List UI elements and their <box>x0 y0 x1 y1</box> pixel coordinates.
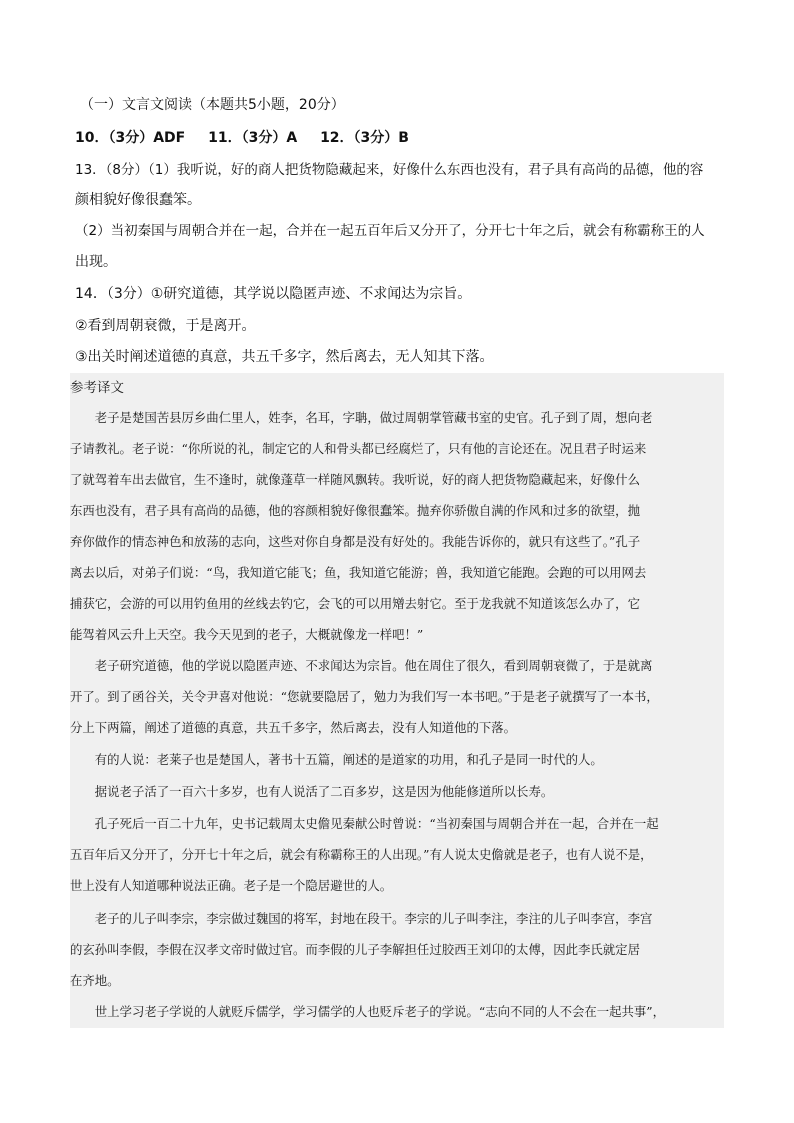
answers-10-12 <box>75 128 427 148</box>
answer-q12: 12．（3分）B <box>320 130 409 146</box>
translation-line: 据说老子活了一百六十多岁，也有人说活了二百多岁，这是因为他能修道所以长寿。 <box>70 784 554 799</box>
q14-line-1: 14．（3分）①研究道德，其学说以隐匿声迹、不求闻达为宗旨。 <box>75 286 472 302</box>
translation-line: 离去以后，对弟子们说：“鸟，我知道它能飞；鱼，我知道它能游；兽，我知道它能跑。会跑的可以用网去 <box>70 565 647 580</box>
translation-line: 弃你做作的情态神色和放荡的志向，这些对你自身都是没有好处的。我能告诉你的，就只有这些了。”孔子 <box>70 534 641 549</box>
translation-line: 有的人说：老莱子也是楚国人，著书十五篇，阐述的是道家的功用，和孔子是同一时代的人。 <box>70 752 603 767</box>
translation-line: 老子的儿子叫李宗，李宗做过魏国的将军，封地在段干。李宗的儿子叫李注，李注的儿子叫李宫，李宫 <box>70 911 653 926</box>
translation-line: 老子是楚国苦县厉乡曲仁里人，姓李，名耳，字聃，做过周朝掌管藏书室的史官。孔子到了周，想向老 <box>70 410 653 425</box>
section-title: （一）文言文阅读（本题共5小题，20分） <box>80 97 345 113</box>
translation-line: 在齐地。 <box>70 973 120 988</box>
answer-q10: 10．（3分）ADF <box>75 130 186 146</box>
q13-line-2: 颜相貌好像很蠢笨。 <box>75 192 201 208</box>
translation-line: 孔子死后一百二十九年，史书记载周太史儋见秦献公时曾说：“当初秦国与周朝合并在一起，合并在一起 <box>70 816 659 831</box>
q14-line-2: ②看到周朝衰微，于是离开。 <box>75 318 256 334</box>
translation-line: 子请教礼。老子说：“你所说的礼，制定它的人和骨头都已经腐烂了，只有他的言论还在。况且君子时运来 <box>70 441 647 456</box>
translation-panel <box>70 373 724 1028</box>
translation-line: 捕获它，会游的可以用钓鱼用的丝线去钓它，会飞的可以用矰去射它。至于龙我就不知道该怎么办了，它 <box>70 596 640 611</box>
translation-line: 世上没有人知道哪种说法正确。老子是一个隐居避世的人。 <box>70 878 393 893</box>
q13-line-3: （2）当初秦国与周朝合并在一起，合并在一起五百年后又分开了，分开七十年之后，就会有称霸称王的人 <box>75 223 705 239</box>
translation-line: 了就驾着车出去做官，生不逢时，就像蓬草一样随风飘转。我听说，好的商人把货物隐藏起来，好像什么 <box>70 472 640 487</box>
translation-line: 分上下两篇，阐述了道德的真意，共五千多字，然后离去，没有人知道他的下落。 <box>70 720 517 735</box>
q13-line-1: 13．（8分）（1）我听说，好的商人把货物隐藏起来，好像什么东西也没有，君子具有高尚的品德，他的容 <box>75 162 704 178</box>
translation-line: 能驾着风云升上天空。我今天见到的老子，大概就像龙一样吧！” <box>70 627 424 642</box>
q14-line-3: ③出关时阐述道德的真意，共五千多字，然后离去，无人知其下落。 <box>75 349 494 365</box>
q13-line-4: 出现。 <box>75 254 117 270</box>
translation-heading: 参考译文 <box>70 380 124 396</box>
translation-line: 五百年后又分开了，分开七十年之后，就会有称霸称王的人出现。”有人说太史儋就是老子，也有人说不是， <box>70 847 653 862</box>
translation-line: 东西也没有，君子具有高尚的品德，他的容颜相貌好像很蠢笨。抛弃你骄傲自满的作风和过多的欲望，抛 <box>70 503 640 518</box>
answer-q11: 11．（3分）A <box>208 130 298 146</box>
translation-line: 的玄孙叫李假，李假在汉孝文帝时做过官。而李假的儿子李解担任过胶西王刘卬的太傅，因此李氏就定居 <box>70 942 640 957</box>
translation-line: 老子研究道德，他的学说以隐匿声迹、不求闻达为宗旨。他在周住了很久，看到周朝衰微了，于是就离 <box>70 658 653 673</box>
translation-line: 世上学习老子学说的人就贬斥儒学，学习儒学的人也贬斥老子的学说。“志向不同的人不会在一起共事”， <box>70 1004 666 1019</box>
translation-line: 开了。到了函谷关，关令尹喜对他说：“您就要隐居了，勉力为我们写一本书吧。”于是老子就撰写了一本书， <box>70 689 659 704</box>
